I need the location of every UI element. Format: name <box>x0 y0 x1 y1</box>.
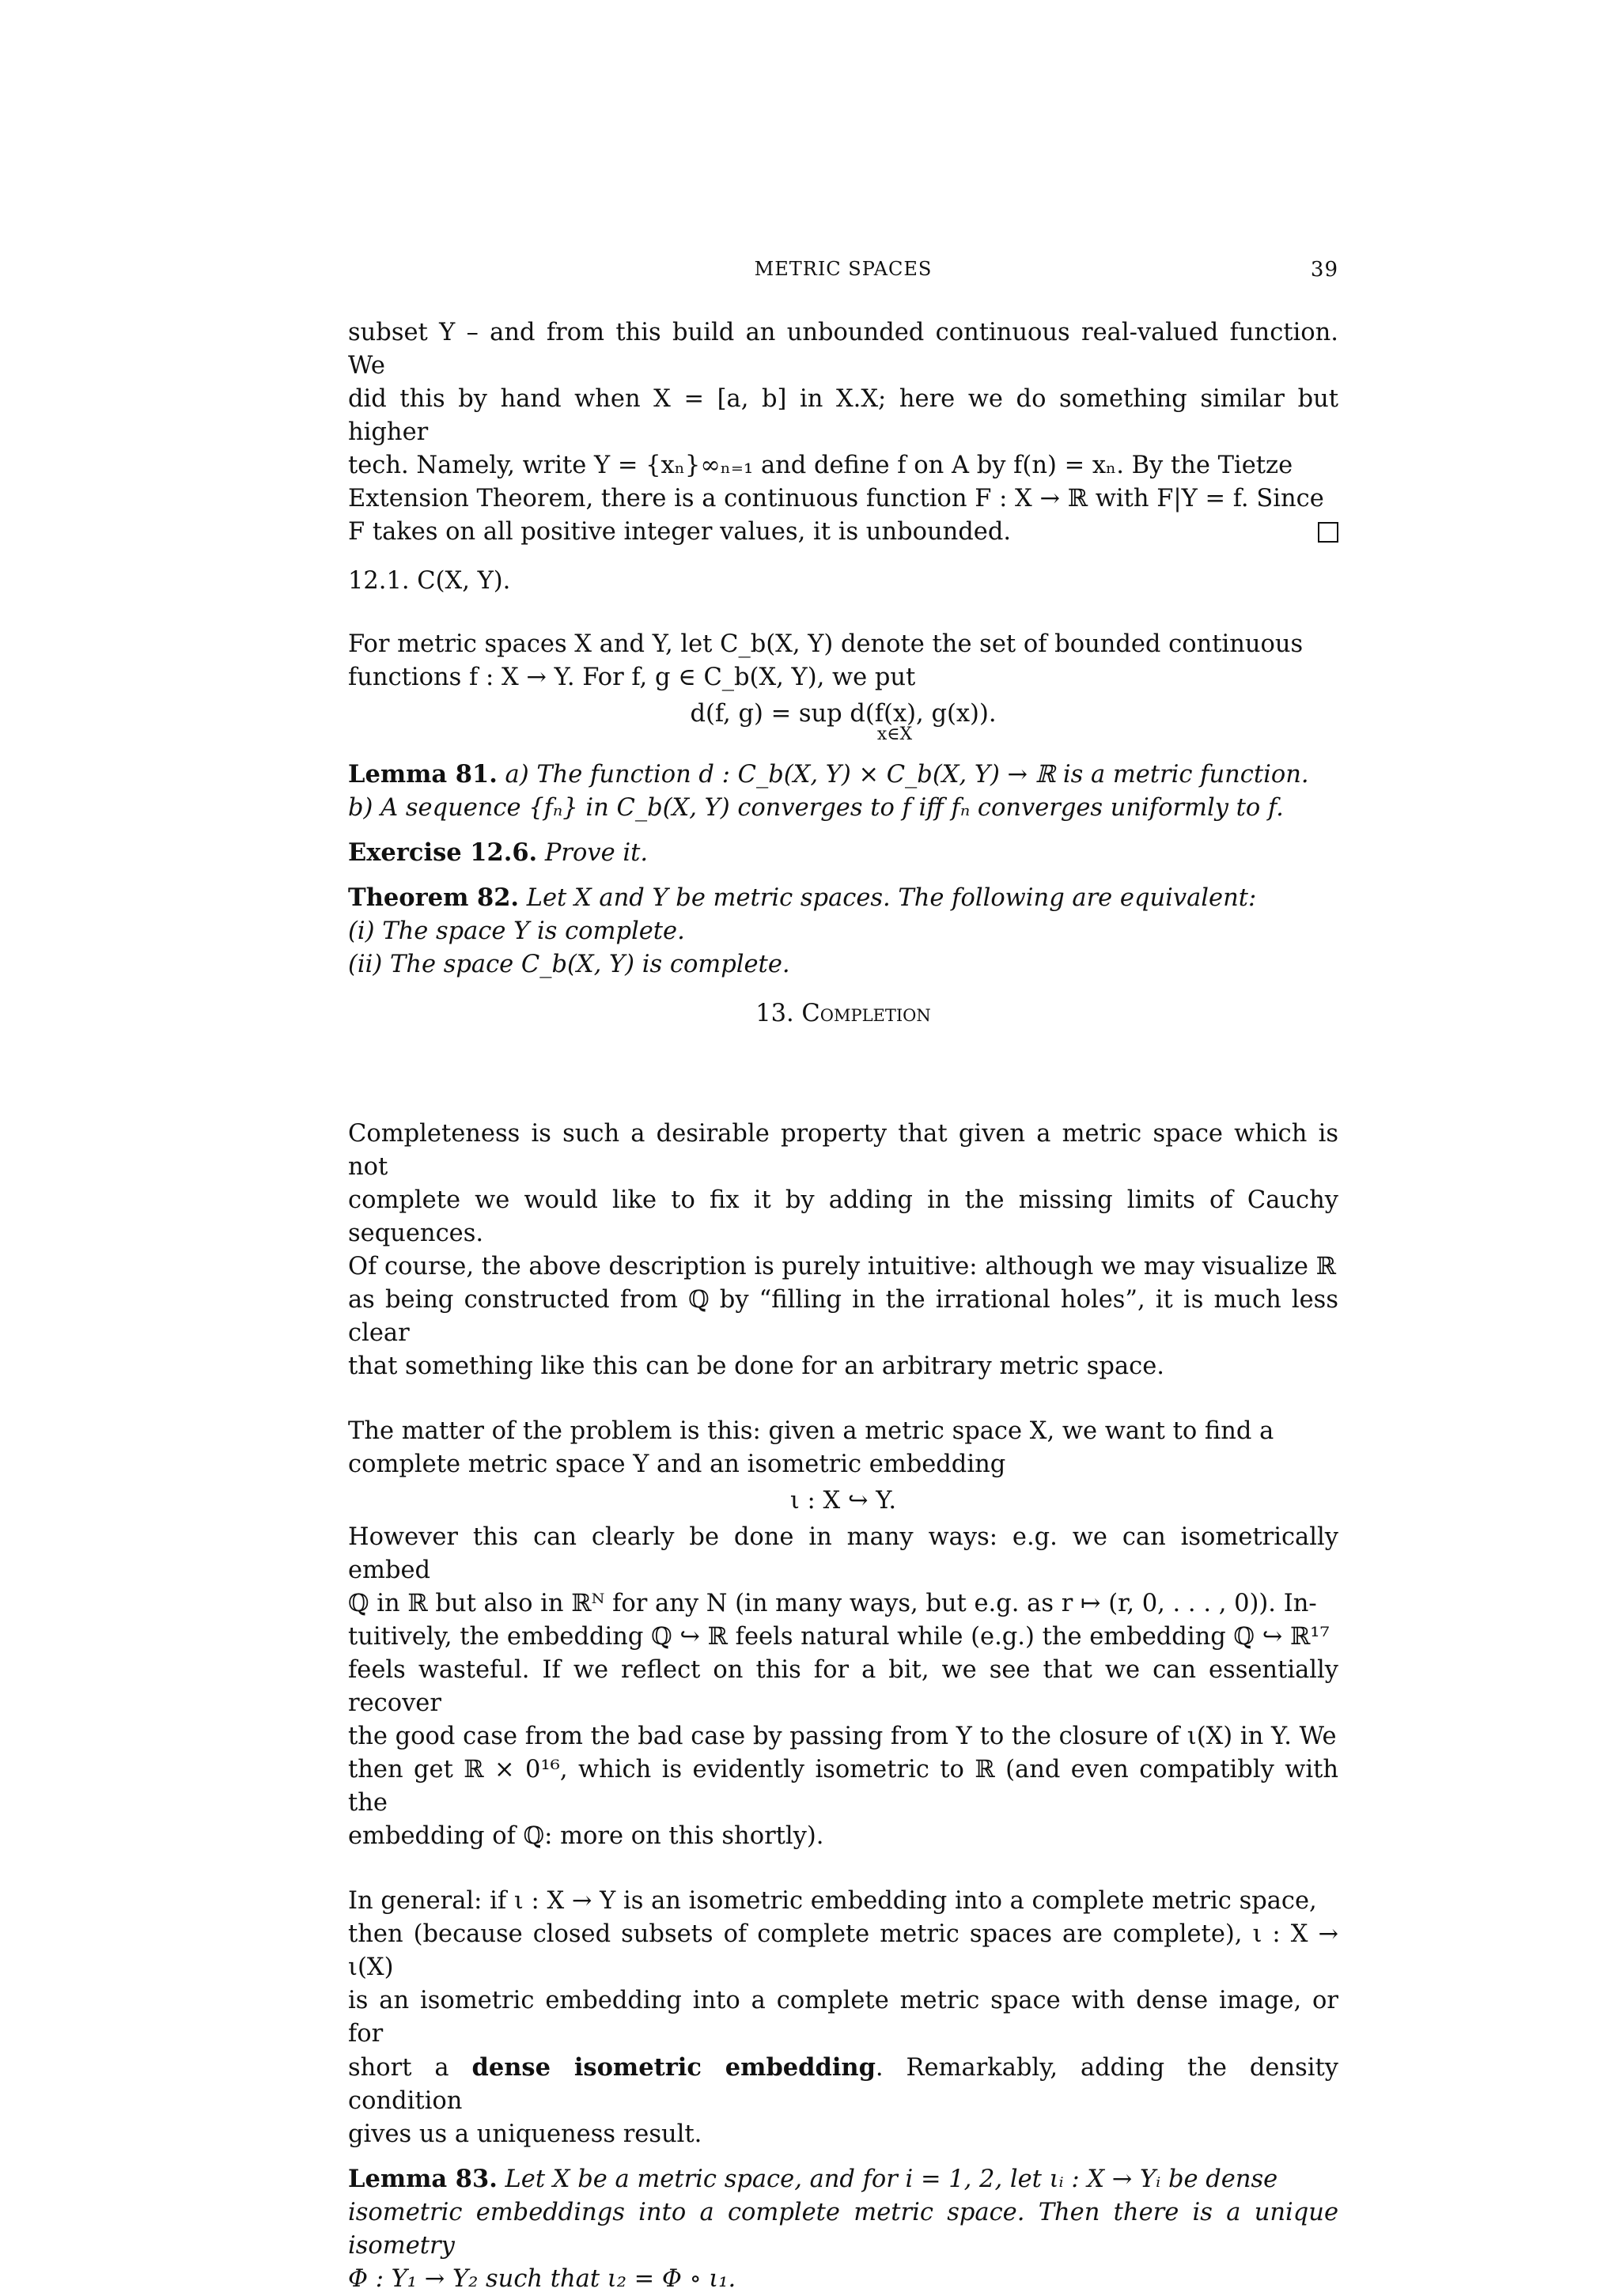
lemma-text: Φ : Y₁ → Y₂ such that ι₂ = Φ ∘ ι₁. <box>348 2265 736 2293</box>
text-span: . Remarkably, adding the density condition <box>348 2054 1338 2115</box>
qed-square-icon <box>1318 522 1338 543</box>
text-line <box>348 516 1338 549</box>
body-text <box>348 316 1338 2296</box>
text-line: embedding of ℚ: more on this shortly). <box>348 1822 824 1850</box>
text-line: The matter of the problem is this: given a metric space X, we want to find a <box>348 1417 1274 1445</box>
lemma-label: Lemma 83. <box>348 2165 498 2193</box>
text-line: is an isometric embedding into a complete metric space with dense image, or for <box>348 1987 1338 2048</box>
lemma-text: Let X be a metric space, and for i = 1, 2, let ιᵢ : X → Yᵢ be dense <box>505 2166 1278 2193</box>
text-line: did this by hand when X = [a, b] in X.X; here we do something similar but higher <box>348 385 1338 446</box>
text-line: feels wasteful. If we reflect on this for a bit, we see that we can essentially recover <box>348 1656 1338 1717</box>
text-span: short a <box>348 2054 472 2082</box>
text-line: Completeness is such a desirable property that given a metric space which is not <box>348 1120 1338 1181</box>
display-equation-sup <box>348 698 1338 743</box>
lemma-83 <box>348 2162 1338 2296</box>
theorem-82 <box>348 881 1338 982</box>
text-span: F takes on all positive integer values, it is unbounded. <box>348 518 1012 546</box>
exercise <box>348 836 1338 870</box>
text-line: functions f : X → Y. For f, g ∈ C_b(X, Y), we put <box>348 664 916 691</box>
text-line: Extension Theorem, there is a continuous function F : X → ℝ with F|Y = f. Since <box>348 485 1324 513</box>
equation-text: ι : X ↪ Y. <box>789 1487 897 1515</box>
section-heading <box>348 997 1338 1031</box>
paragraph-in-general <box>348 1885 1338 2151</box>
theorem-item: (ii) The space C_b(X, Y) is complete. <box>348 951 790 978</box>
text-line: complete we would like to fix it by adding in the missing limits of Cauchy sequences. <box>348 1186 1338 1247</box>
text-line: ℚ in ℝ but also in ℝᴺ for any N (in many ways, but e.g. as r ↦ (r, 0, . . . , 0)). In- <box>348 1590 1317 1617</box>
text-line: that something like this can be done for an arbitrary metric space. <box>348 1352 1164 1380</box>
paragraph-problem <box>348 1415 1338 1481</box>
paragraph-proof-end <box>348 316 1338 549</box>
text-line: tech. Namely, write Y = {xₙ}∞ₙ₌₁ and define f on A by f(n) = xₙ. By the Tietze <box>348 452 1293 479</box>
running-title: METRIC SPACES <box>754 258 933 280</box>
text-line: gives us a uniqueness result. <box>348 2120 702 2148</box>
paragraph-however <box>348 1521 1338 1853</box>
text-line: then get ℝ × 0¹⁶, which is evidently isometric to ℝ (and even compatibly with the <box>348 1756 1338 1817</box>
text-line: For metric spaces X and Y, let C_b(X, Y) denote the set of bounded continuous <box>348 630 1304 658</box>
lemma-text: isometric embeddings into a complete metric space. Then there is a unique isometry <box>348 2199 1338 2260</box>
equation-text: d(f, g) = sup d(f(x), g(x)). <box>690 700 997 728</box>
lemma-81 <box>348 758 1338 825</box>
text-line: complete metric space Y and an isometric embedding <box>348 1451 1006 1478</box>
text-line: Of course, the above description is purely intuitive: although we may visualize ℝ <box>348 1253 1336 1280</box>
section-number: 13. <box>755 1000 794 1027</box>
section-title: Completion <box>801 1000 931 1027</box>
text-line: However this can clearly be done in many ways: e.g. we can isometrically embed <box>348 1523 1338 1584</box>
lemma-label: Lemma 81. <box>348 760 498 789</box>
paragraph-intro <box>348 1118 1338 1383</box>
subsection-heading: 12.1. C(X, Y). <box>348 567 511 595</box>
equation-subscript: x∈X <box>876 724 913 744</box>
exercise-label: Exercise 12.6. <box>348 838 538 867</box>
text-line: the good case from the bad case by passing from Y to the closure of ι(X) in Y. We <box>348 1723 1337 1750</box>
page-number: 39 <box>1310 258 1338 282</box>
display-equation-embedding <box>348 1485 1338 1518</box>
theorem-text: Let X and Y be metric spaces. The following are equivalent: <box>526 884 1257 912</box>
theorem-label: Theorem 82. <box>348 883 520 912</box>
exercise-text: Prove it. <box>544 839 649 867</box>
text-line <box>348 2051 1338 2118</box>
text-line: then (because closed subsets of complete metric spaces are complete), ι : X → ι(X) <box>348 1920 1338 1981</box>
theorem-item: (i) The space Y is complete. <box>348 917 685 945</box>
paragraph-definition <box>348 628 1338 694</box>
bold-term: dense isometric embedding <box>471 2053 876 2082</box>
text-line: In general: if ι : X → Y is an isometric embedding into a complete metric space, <box>348 1887 1317 1915</box>
lemma-text: a) The function d : C_b(X, Y) × C_b(X, Y) → ℝ is a metric function. <box>505 761 1309 789</box>
text-line: subset Y – and from this build an unbounded continuous real-valued function. We <box>348 319 1338 380</box>
text-line: tuitively, the embedding ℚ ↪ ℝ feels natural while (e.g.) the embedding ℚ ↪ ℝ¹⁷ <box>348 1623 1330 1651</box>
text-line: as being constructed from ℚ by “filling in the irrational holes”, it is much less clear <box>348 1286 1338 1347</box>
lemma-text: b) A sequence {fₙ} in C_b(X, Y) converges to f iff fₙ converges uniformly to f. <box>348 794 1284 822</box>
